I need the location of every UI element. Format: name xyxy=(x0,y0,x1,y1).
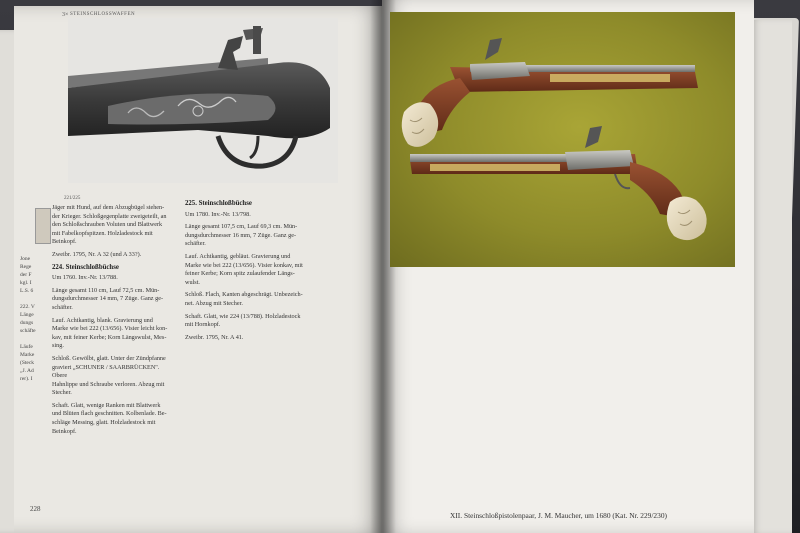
plate-caption: XII. Steinschloßpistolenpaar, J. M. Maucher, um 1680 (Kat. Nr. 229/230) xyxy=(450,511,667,520)
entry-225-dimensions: Länge gesamt 107,5 cm, Lauf 69,3 cm. Mün- dungsdurchmesser 16 mm, 7 Züge. Ganz ge- schäfter. xyxy=(185,223,298,248)
entry-225-schloss: Schloß. Flach, Kanten abgeschrägt. Unbezeich- net. Abzug mit Stecher. xyxy=(185,291,303,307)
catalog-column-right xyxy=(185,200,320,346)
page-number: 228 xyxy=(30,505,41,513)
entry-224-lauf: Lauf. Achtkantig, blank. Gravierung und Marke wie bei 222 (13/656). Visier leicht kon- kav, mit feiner Kerbe; Korn Längswulst, Mes- sing. xyxy=(52,316,168,350)
entry-224-schloss: Schloß. Gewölbt, glatt. Unter der Zündpfanne graviert „SCHUNER / SAARBRÜCKEN". Obere Hahnlippe und Schraube verloren. Abzug mit Stecher. xyxy=(52,354,166,397)
entry-text: Jäger mit Hund, auf dem Abzugbügel stehen- der Krieger. Schloßgegenplatte zweigeteilt, an den Schloßschrauben Voluten und Blattwerk mit Fabelkopfspitzen. Holzladestock mit Beinkopf. xyxy=(52,204,167,246)
flintlock-pistols-illustration xyxy=(390,12,735,267)
entry-224-dimensions: Länge gesamt 110 cm, Lauf 72,5 cm. Mün- dungsdurchmesser 14 mm, 7 Züge. Ganz ge- schäfter. xyxy=(52,286,164,311)
entry-224-schaft: Schaft. Glatt, wenige Ranken mit Blattwerk und Blüten flach geschnitten. Kolbenlade. Be- schläge Messing, glatt. Holzladestock mit Beinkopf. xyxy=(52,401,167,435)
entry-225-schaft: Schaft. Glatt, wie 224 (13/788). Holzladestock mit Hornkopf. xyxy=(185,312,301,329)
catalog-column-left xyxy=(52,204,172,440)
rifle-lock-photo xyxy=(68,18,338,183)
running-head-number: 3× xyxy=(62,12,69,18)
thumbnail-image xyxy=(35,208,51,244)
entry-225-heading: 225. Steinschloßbüchse xyxy=(185,200,252,207)
pistol-top xyxy=(402,38,698,147)
entry-224-inventory: Um 1760. Inv.-Nr. 13/788. xyxy=(52,274,118,282)
running-head: STEINSCHLOSSWAFFEN xyxy=(70,12,136,17)
right-page-stack xyxy=(752,20,792,533)
previous-page-text-fragment: Jone Rege der F kgl. I L.S. 6 222. V Länge dungs schäfte Läufe Marke (Steck „J. Ad rer). I xyxy=(20,256,36,382)
entry-225-reference: Zweibr. 1795, Nr. A 41. xyxy=(185,333,244,341)
entry-reference: Zweibr. 1795, Nr. A 32 (und A 33?). xyxy=(52,250,142,258)
pistol-bottom xyxy=(410,126,707,240)
entry-225-inventory: Um 1780. Inv.-Nr. 13/798. xyxy=(185,210,251,218)
pistol-pair-color-plate xyxy=(390,12,735,267)
photo-number-caption: 221/225 xyxy=(64,196,81,201)
rifle-lock-illustration xyxy=(68,18,338,183)
entry-224-heading: 224. Steinschloßbüchse xyxy=(52,263,119,271)
entry-225-lauf: Lauf. Achtkantig, gebläut. Gravierung und Marke wie bei 222 (13/656). Visier konkav, mit feiner Kerbe; Korn spitz zulaufender Längs- wulst. xyxy=(185,252,303,286)
